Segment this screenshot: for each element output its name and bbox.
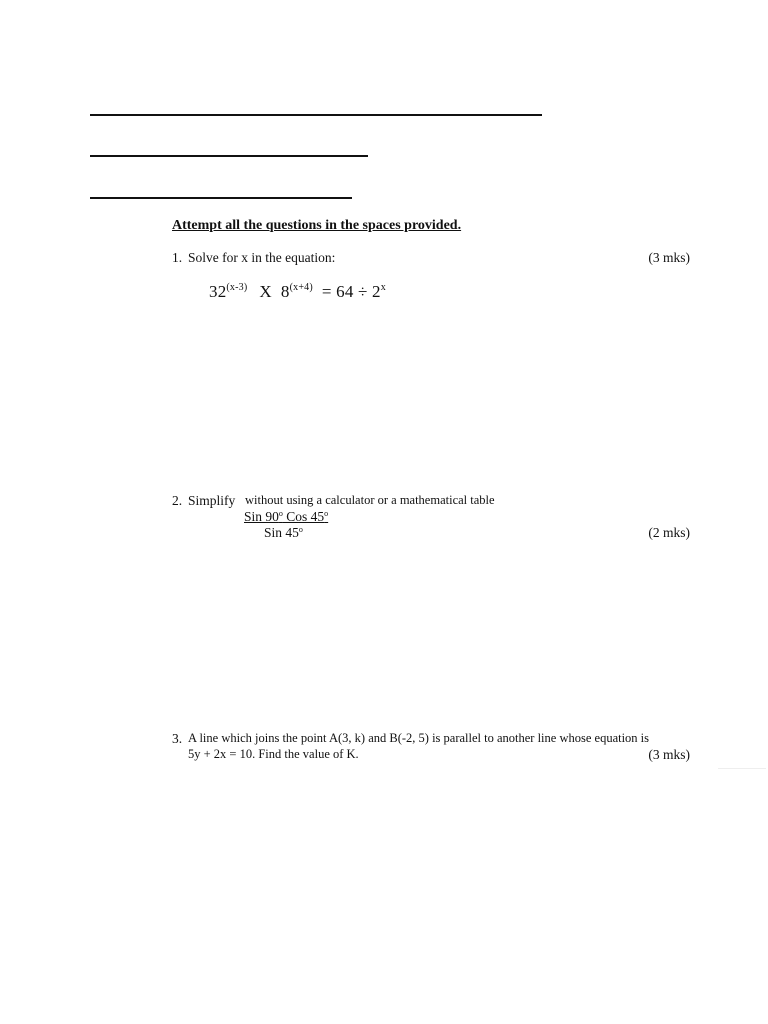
question-2-denominator: Sin 45$^o$ xyxy=(264,525,303,540)
question-2-marks: (2 mks) xyxy=(648,525,690,540)
question-1-equation xyxy=(209,282,386,302)
admission-blank-line xyxy=(90,155,368,157)
equation-times-sign: X xyxy=(259,282,272,301)
question-3-marks: (3 mks) xyxy=(648,747,690,762)
equation-exponent-1: (x-3) xyxy=(226,282,248,293)
equation-base-8: 8 xyxy=(280,282,290,301)
question-1-number: 1. xyxy=(172,250,183,265)
equation-exponent-2: (x+4) xyxy=(289,282,313,293)
question-2-number: 2. xyxy=(172,493,183,508)
equation-right-side: = 64 ÷ 2 xyxy=(321,282,381,301)
question-3-line-1: A line which joins the point A(3, k) and B(-2, 5) is parallel to another line whose equation is xyxy=(188,731,650,745)
question-1-marks: (3 mks) xyxy=(648,250,690,265)
equation-base-32: 32 xyxy=(209,282,227,301)
question-2-text: Simplify xyxy=(188,493,236,508)
name-blank-line xyxy=(90,114,542,116)
scan-artifact-line xyxy=(718,768,766,769)
question-2-subtext: without using a calculator or a mathematical table xyxy=(245,493,495,507)
question-2-numerator: Sin 90$^o$ Cos 45$^o$ xyxy=(244,509,329,524)
question-3-number: 3. xyxy=(172,731,183,746)
instruction-heading: Attempt all the questions in the spaces provided. xyxy=(172,218,462,233)
class-blank-line xyxy=(90,197,352,199)
question-1-text: Solve for x in the equation: xyxy=(188,250,336,265)
equation-exponent-3: x xyxy=(380,282,386,293)
question-3-line-2: 5y + 2x = 10. Find the value of K. xyxy=(188,747,359,761)
